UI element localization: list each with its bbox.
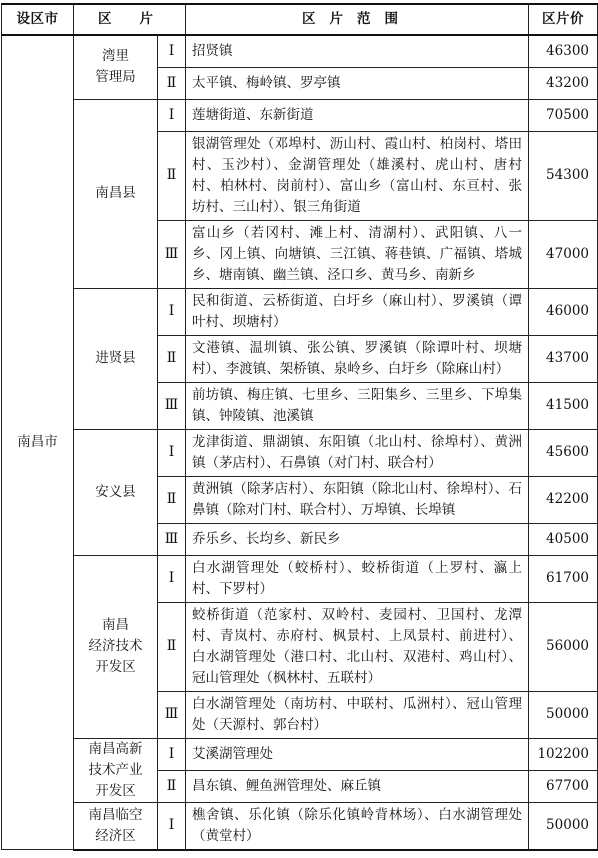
price-cell: 45600: [529, 429, 598, 476]
price-cell: 40500: [529, 523, 598, 555]
header-city: 设区市: [2, 4, 74, 35]
district-anyi: 安义县: [74, 429, 158, 555]
header-range: 区片范围: [186, 4, 529, 35]
table-header-row: [2, 4, 598, 35]
grade-cell: Ⅰ: [158, 99, 186, 131]
table-row: [2, 35, 598, 67]
grade-cell: Ⅱ: [158, 335, 186, 382]
range-cell: 白水湖管理处（蛟桥村）、蛟桥街道（上罗村、瀛上村、下罗村）: [186, 555, 529, 602]
range-cell: 前坊镇、梅庄镇、七里乡、三阳集乡、三里乡、下埠集镇、钟陵镇、池溪镇: [186, 382, 529, 429]
table-row: [2, 555, 598, 602]
price-cell: 56000: [529, 602, 598, 691]
grade-cell: Ⅰ: [158, 35, 186, 67]
price-cell: 46300: [529, 35, 598, 67]
table-row: [2, 288, 598, 335]
header-price: 区片价: [529, 4, 598, 35]
grade-cell: Ⅱ: [158, 476, 186, 523]
price-cell: 54300: [529, 131, 598, 220]
range-cell: 白水湖管理处（南坊村、中联村、瓜洲村）、冠山管理处（天源村、郭台村）: [186, 691, 529, 738]
price-cell: 70500: [529, 99, 598, 131]
range-cell: 龙津街道、鼎湖镇、东阳镇（北山村、徐埠村）、黄洲镇（茅店村）、石鼻镇（对门村、联合村）: [186, 429, 529, 476]
range-cell: 太平镇、梅岭镇、罗亭镇: [186, 67, 529, 99]
district-nanchang-county: 南昌县: [74, 99, 158, 288]
district-econ-dev-zone: 南昌 经济技术 开发区: [74, 555, 158, 738]
price-cell: 46000: [529, 288, 598, 335]
grade-cell: Ⅰ: [158, 429, 186, 476]
range-cell: 文港镇、温圳镇、张公镇、罗溪镇（除谭叶村、坝塘村）、李渡镇、架桥镇、泉岭乡、白圩乡（除麻山村）: [186, 335, 529, 382]
grade-cell: Ⅱ: [158, 602, 186, 691]
price-cell: 42200: [529, 476, 598, 523]
range-cell: 民和街道、云桥街道、白圩乡（麻山村）、罗溪镇（谭叶村、坝塘村）: [186, 288, 529, 335]
range-cell: 樵舍镇、乐化镇（除乐化镇岭背林场）、白水湖管理处（黄堂村）: [186, 802, 529, 850]
grade-cell: Ⅰ: [158, 738, 186, 770]
price-cell: 61700: [529, 555, 598, 602]
city-cell: 南昌市: [2, 35, 74, 850]
range-cell: 蛟桥街道（范家村、双岭村、麦园村、卫国村、龙潭村、青岚村、赤府村、枫景村、上凤景村、前进村）、白水湖管理处（港口村、北山村、双港村、鸡山村）、冠山管理处（枫林村、五联村）: [186, 602, 529, 691]
grade-cell: Ⅰ: [158, 288, 186, 335]
grade-cell: Ⅲ: [158, 220, 186, 288]
range-cell: 莲塘街道、东新街道: [186, 99, 529, 131]
grade-cell: Ⅱ: [158, 67, 186, 99]
grade-cell: Ⅱ: [158, 131, 186, 220]
price-cell: 43700: [529, 335, 598, 382]
range-cell: 黄洲镇（除茅店村）、东阳镇（除北山村、徐埠村）、石鼻镇（除对门村、联合村）、万埠镇、长埠镇: [186, 476, 529, 523]
table-row: [2, 429, 598, 476]
range-cell: 银湖管理处（邓埠村、沥山村、霞山村、柏岗村、塔田村、玉沙村）、金湖管理处（雄溪村、虎山村、唐村村、柏林村、岗前村）、富山乡（富山村、东亘村、张坊村、三山村）、银三角街道: [186, 131, 529, 220]
price-cell: 67700: [529, 770, 598, 802]
range-cell: 富山乡（若冈村、滩上村、清湖村）、武阳镇、八一乡、冈上镇、向塘镇、三江镇、蒋巷镇、广福镇、塔城乡、塘南镇、幽兰镇、泾口乡、黄马乡、南新乡: [186, 220, 529, 288]
table-row: [2, 738, 598, 770]
price-cell: 47000: [529, 220, 598, 288]
price-cell: 50000: [529, 691, 598, 738]
district-wanli: 湾里 管理局: [74, 35, 158, 99]
district-jinxian: 进贤县: [74, 288, 158, 429]
district-hitech-zone: 南昌高新 技术产业 开发区: [74, 738, 158, 802]
price-cell: 50000: [529, 802, 598, 850]
header-district: 区片: [74, 4, 186, 35]
grade-cell: Ⅲ: [158, 382, 186, 429]
price-cell: 43200: [529, 67, 598, 99]
range-cell: 昌东镇、鲤鱼洲管理处、麻丘镇: [186, 770, 529, 802]
grade-cell: Ⅰ: [158, 802, 186, 850]
district-airport-zone: 南昌临空 经济区: [74, 802, 158, 850]
land-price-table: [1, 3, 598, 851]
range-cell: 艾溪湖管理处: [186, 738, 529, 770]
grade-cell: Ⅲ: [158, 523, 186, 555]
price-cell: 102200: [529, 738, 598, 770]
table-row: [2, 802, 598, 850]
range-cell: 招贤镇: [186, 35, 529, 67]
grade-cell: Ⅱ: [158, 770, 186, 802]
range-cell: 乔乐乡、长均乡、新民乡: [186, 523, 529, 555]
grade-cell: Ⅰ: [158, 555, 186, 602]
table-row: [2, 99, 598, 131]
price-cell: 41500: [529, 382, 598, 429]
grade-cell: Ⅲ: [158, 691, 186, 738]
